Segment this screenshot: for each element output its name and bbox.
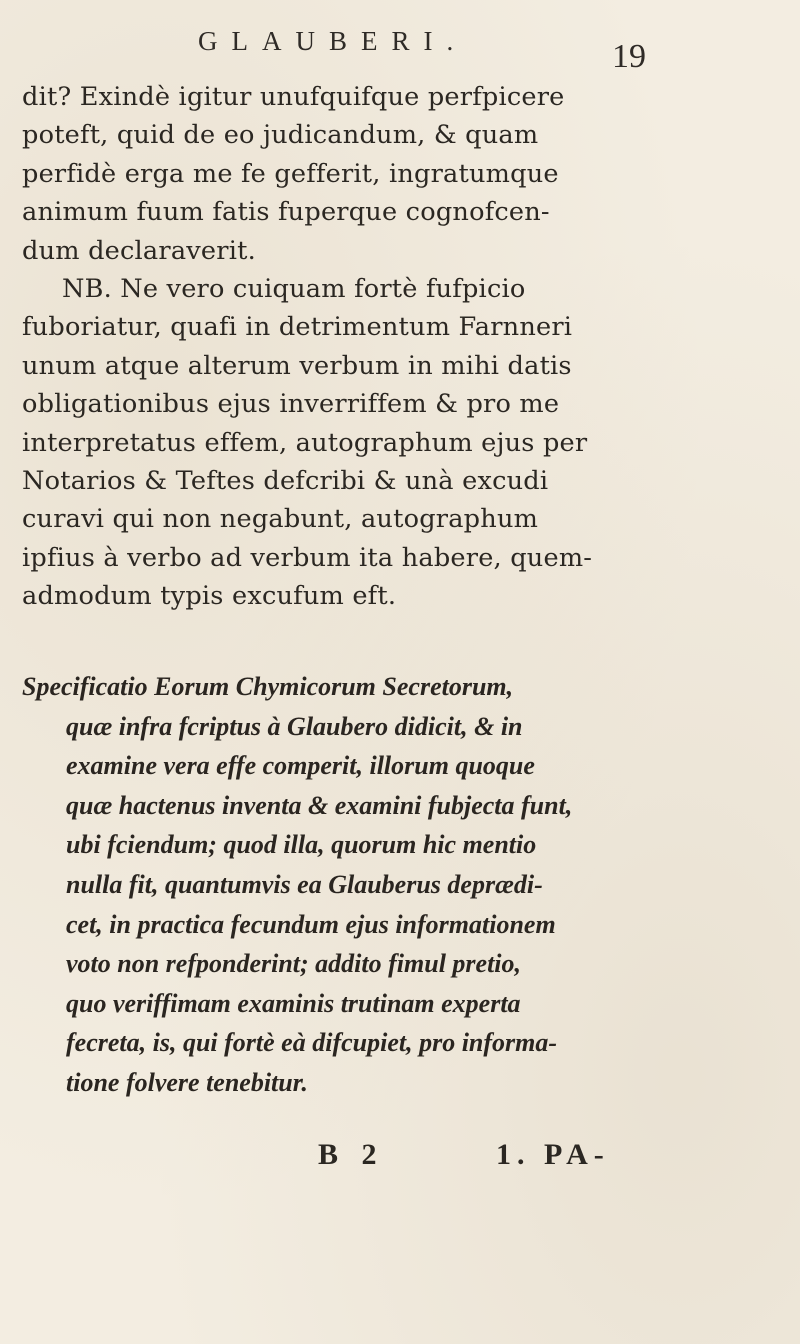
- text-line: interpretatus effem, autographum ejus per: [22, 427, 588, 458]
- page-header: [0, 22, 800, 75]
- text-line: ipfius à verbo ad verbum ita habere, quem-: [22, 542, 593, 573]
- text-line: unum atque alterum verbum in mihi datis: [22, 350, 572, 381]
- text-line: Notarios & Teftes defcribi & unà excudi: [22, 465, 549, 496]
- text-line: obligationibus ejus inverriffem & pro me: [22, 389, 560, 420]
- text-line: curavi qui non negabunt, autographum: [22, 504, 539, 535]
- text-line: NB. Ne vero cuiquam fortè fufpicio: [62, 273, 526, 304]
- text-line: dum declaraverit.: [22, 235, 256, 266]
- spec-line: cet, in practica fecundum ejus informationem: [66, 909, 556, 939]
- text-line: poteft, quid de eo judicandum, & quam: [22, 120, 539, 151]
- spec-line: fecreta, is, qui fortè eà difcupiet, pro informa-: [66, 1028, 558, 1058]
- main-paragraphs: [22, 78, 788, 615]
- text-line: admodum typis excufum eft.: [22, 581, 397, 612]
- spec-line: examine vera effe comperit, illorum quoque: [66, 751, 535, 781]
- spec-line: nulla fit, quantumvis ea Glauberus deprædi-: [66, 869, 543, 899]
- specification-paragraph: [22, 667, 792, 1103]
- text-line: perfidè erga me fe gefferit, ingratumque: [22, 158, 559, 189]
- spec-line: quæ infra fcriptus à Glaubero didicit, & in: [66, 711, 523, 741]
- spec-line: quo veriffimam examinis trutinam experta: [66, 988, 521, 1018]
- text-line: animum fuum fatis fuperque cognofcen-: [22, 197, 550, 228]
- text-line: fuboriatur, quafi in detrimentum Farnneri: [22, 312, 573, 343]
- catchword: 1. PA-: [496, 1138, 610, 1171]
- spec-line: tione folvere tenebitur.: [66, 1067, 308, 1097]
- spec-line: ubi fciendum; quod illa, quorum hic mentio: [66, 830, 537, 860]
- spec-line: voto non refponderint; addito fimul pretio,: [66, 949, 522, 979]
- text-line: dit? Exindè igitur unufquifque perfpicere: [22, 82, 565, 112]
- spec-line: Specificatio Eorum Chymicorum Secretorum,: [22, 672, 514, 701]
- page-number: 19: [612, 38, 646, 75]
- spec-line: quæ hactenus inventa & examini fubjecta funt,: [66, 790, 573, 820]
- running-head: GLAUBERI.: [198, 26, 468, 56]
- signature-mark: B 2: [318, 1138, 385, 1171]
